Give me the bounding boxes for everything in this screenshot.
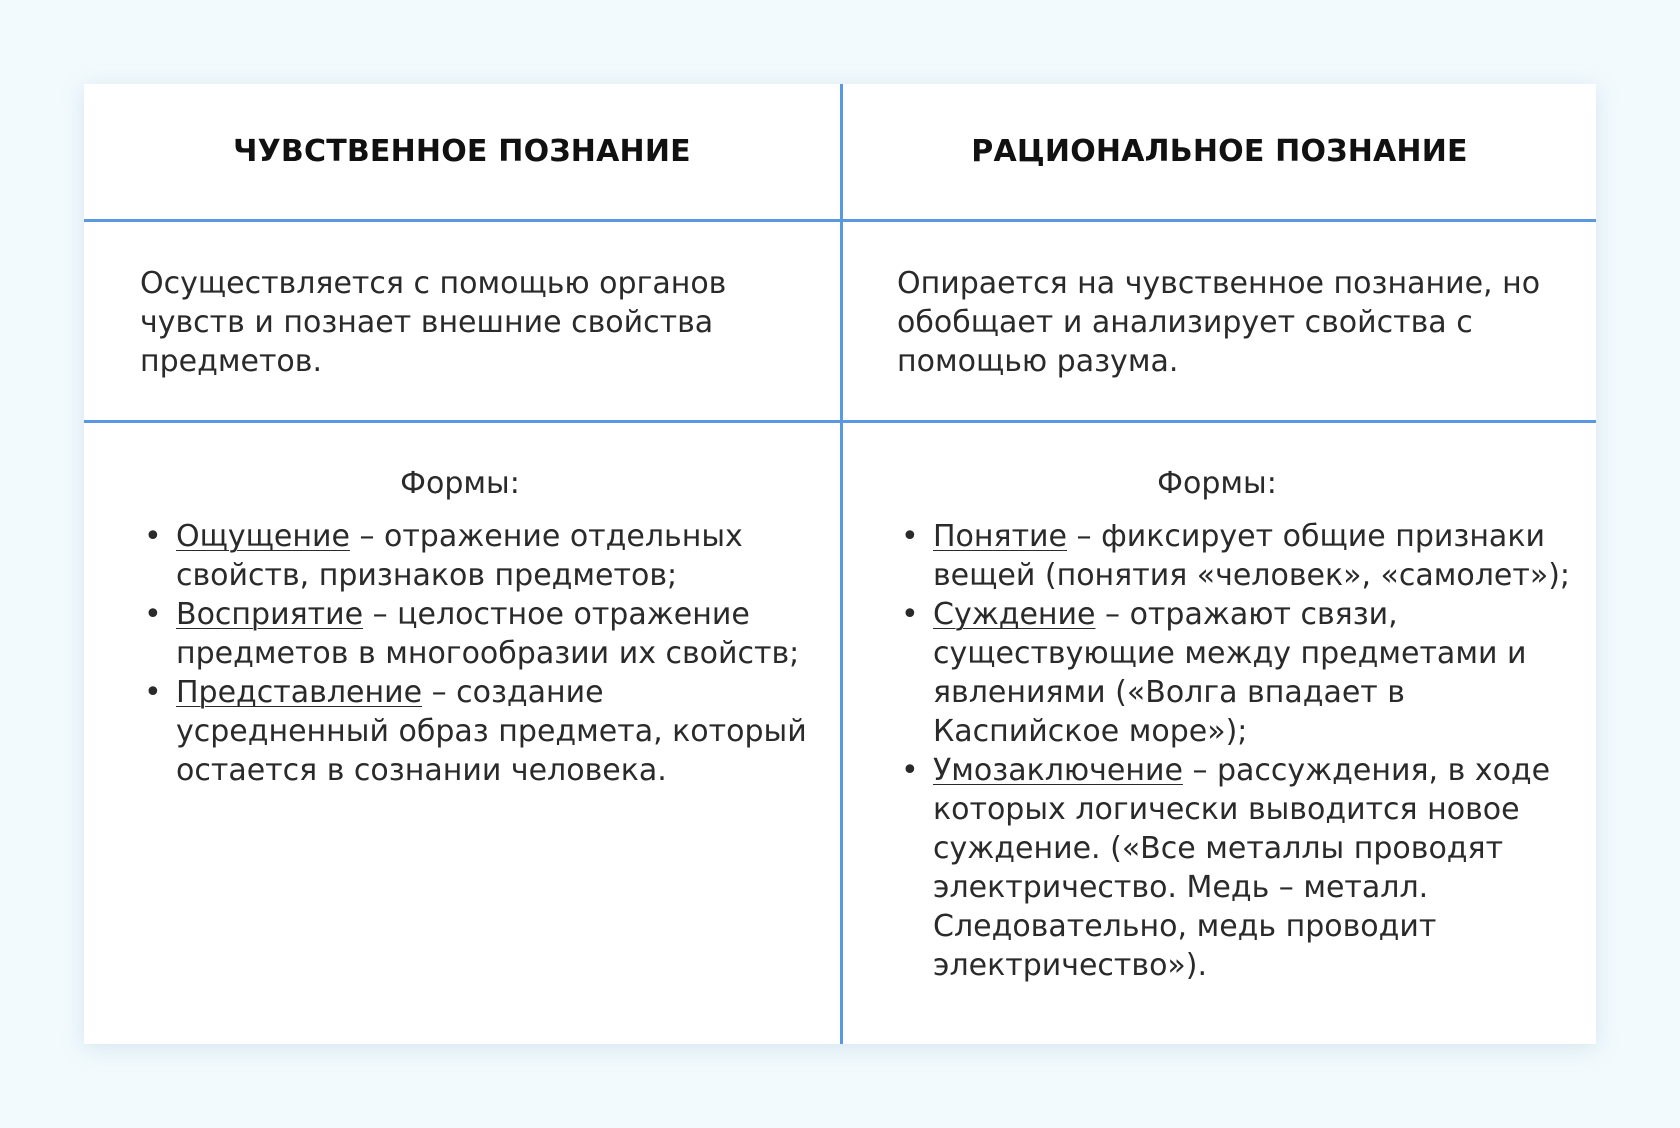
bullet-icon: •	[144, 597, 162, 632]
definition-text: – отражают связи, существующие между предметами и явлениями («Волга впадает в Каспийское море»);	[933, 597, 1527, 749]
definition-text: – целостное отражение предметов в многообразии их свойств;	[176, 597, 800, 671]
bullet-icon: •	[144, 519, 162, 554]
forms-rational-cognition	[897, 464, 1577, 985]
heading-sensory-cognition: ЧУВСТВЕННОЕ ПОЗНАНИЕ	[233, 134, 691, 169]
term-judgment: Суждение	[933, 597, 1096, 632]
description-sensory-cognition: Осуществляется с помощью органов чувств и познает внешние свойства предметов.	[140, 266, 727, 379]
forms-title: Формы:	[400, 466, 520, 501]
bullet-icon: •	[901, 519, 919, 554]
definition-text: – отражение отдельных свойств, признаков предметов;	[176, 519, 743, 593]
forms-list	[140, 517, 820, 790]
bullet-icon: •	[144, 675, 162, 710]
forms-title: Формы:	[1157, 466, 1277, 501]
term-representation: Представление	[176, 675, 423, 710]
list-item	[140, 595, 820, 673]
definition-text: – фиксирует общие признаки вещей (понятия «человек», «самолет»);	[933, 519, 1571, 593]
term-inference: Умозаключение	[933, 753, 1183, 788]
list-item	[897, 595, 1577, 751]
definition-text: – создание усредненный образ предмета, который остается в сознании человека.	[176, 675, 807, 788]
list-item	[897, 751, 1577, 985]
forms-sensory-cognition	[140, 464, 820, 790]
definition-text: – рассуждения, в ходе которых логически выводится новое суждение. («Все металлы проводят электричество. Медь – металл. Следовательно, медь проводит электричество»).	[933, 753, 1551, 983]
term-perception: Восприятие	[176, 597, 364, 632]
header-row-divider	[84, 219, 1596, 222]
bullet-icon: •	[901, 753, 919, 788]
bullet-icon: •	[901, 597, 919, 632]
list-item	[140, 517, 820, 595]
description-row-divider	[84, 420, 1596, 423]
list-item	[140, 673, 820, 790]
column-divider	[840, 84, 843, 1044]
list-item	[897, 517, 1577, 595]
comparison-table	[84, 84, 1596, 1044]
term-sensation: Ощущение	[176, 519, 350, 554]
description-rational-cognition: Опирается на чувственное познание, но обобщает и анализирует свойства с помощью разума.	[897, 266, 1541, 379]
heading-rational-cognition: РАЦИОНАЛЬНОЕ ПОЗНАНИЕ	[971, 134, 1468, 169]
forms-list	[897, 517, 1577, 985]
term-concept: Понятие	[933, 519, 1068, 554]
